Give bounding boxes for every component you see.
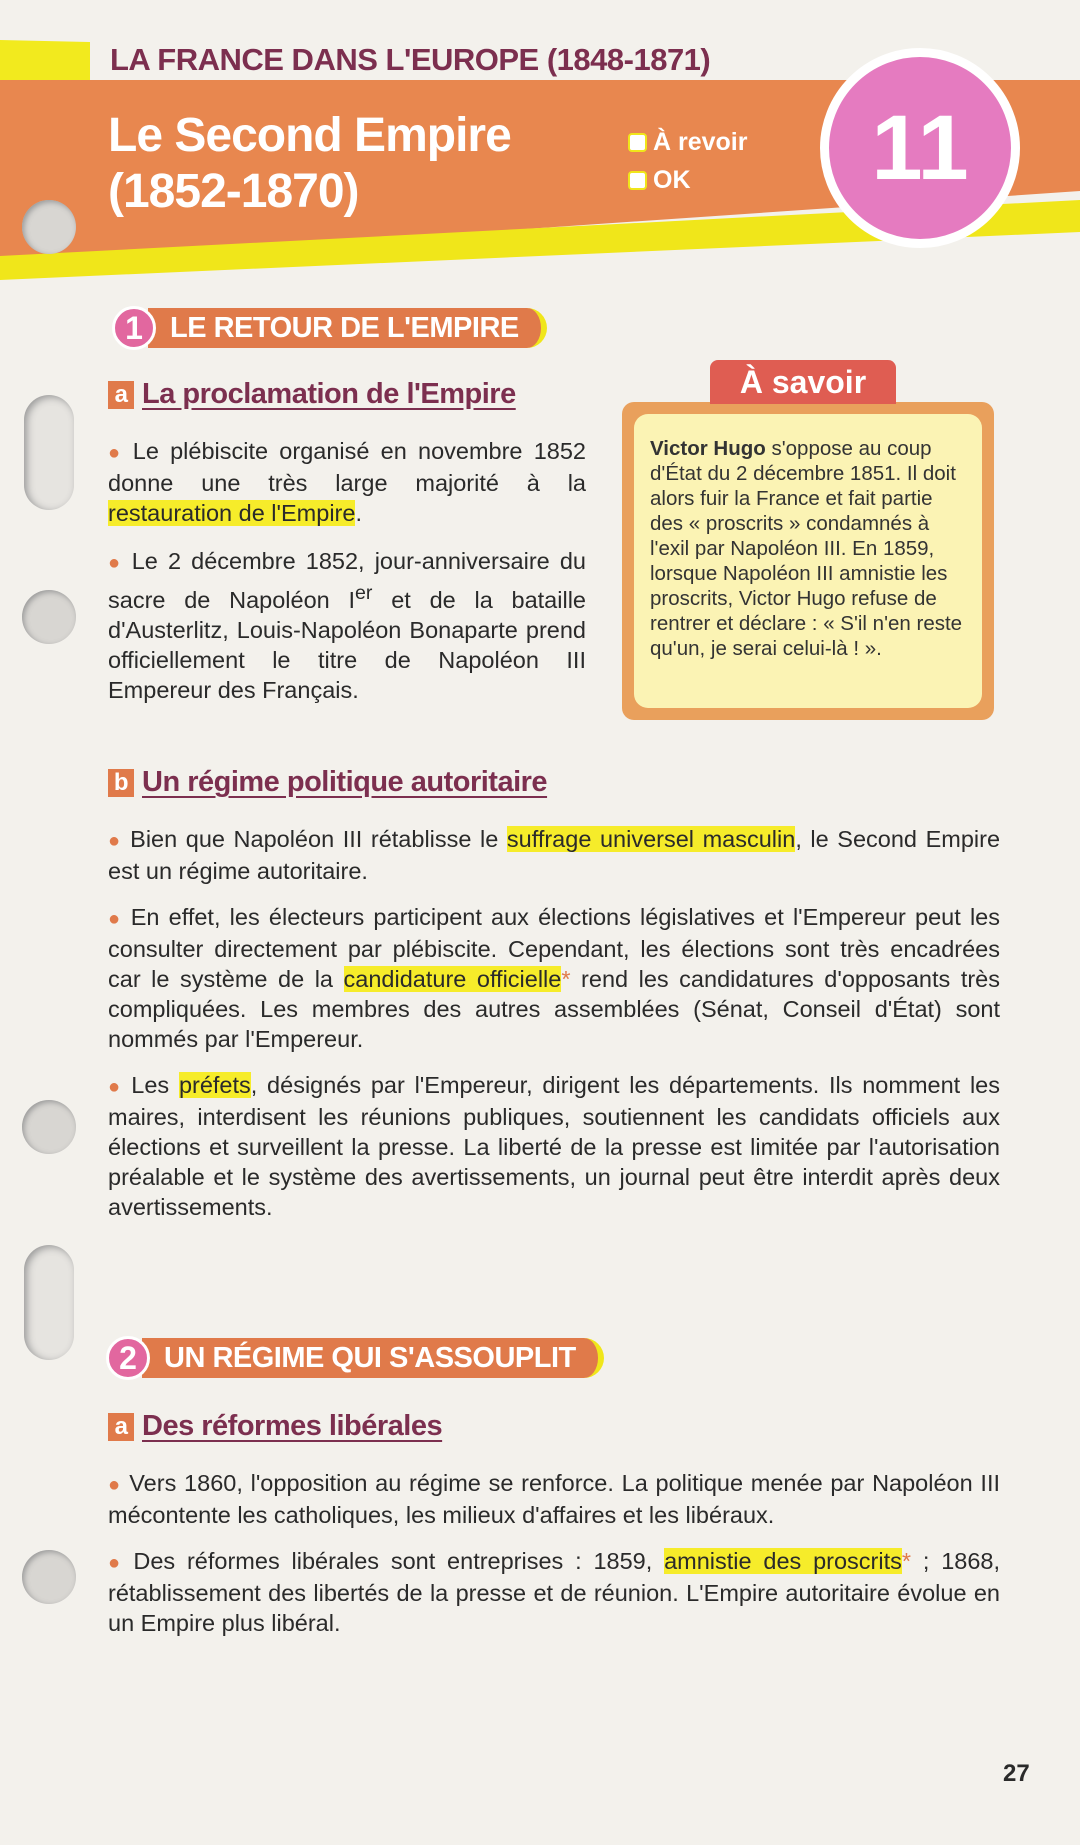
highlighted-term: suffrage universel masculin <box>506 826 796 852</box>
text: et de la bataille d'Austerlitz, Louis-Napoléon Bonaparte prend officiellement le titre de Napoléon III Empereur des Français. <box>108 586 586 703</box>
subsection-1b-body <box>108 824 1000 1222</box>
section-number: 1 <box>112 306 156 350</box>
punch-hole-icon <box>24 395 74 510</box>
highlighted-term: amnistie des proscrits <box>664 1548 902 1574</box>
checkbox-revoir[interactable] <box>628 128 747 157</box>
chapter-number-badge: 11 <box>820 48 1020 248</box>
checkbox-label: À revoir <box>653 128 748 156</box>
bullet-icon: ● <box>108 442 125 464</box>
bullet-icon: ● <box>108 830 123 852</box>
subsection-letter: a <box>108 1413 134 1441</box>
page-title <box>108 108 511 220</box>
punch-hole-icon <box>22 200 76 254</box>
subsection-1a-heading <box>108 378 516 411</box>
checkbox-square-icon <box>628 171 647 190</box>
punch-hole-icon <box>22 1550 76 1604</box>
title-line-2: (1852-1870) <box>108 165 359 218</box>
text: ; 1868, rétablissement des libertés de la presse et de réunion. L'Empire autoritaire évolue en un Empire plus libéral. <box>108 1548 1001 1636</box>
paragraph <box>108 1468 1000 1530</box>
savoir-bold: Victor Hugo <box>650 437 766 460</box>
subsection-1a-body <box>108 436 586 705</box>
text: Les <box>131 1072 179 1098</box>
text: , désignés par l'Empereur, dirigent les départements. Ils nomment les maires, interdisent les réunions publiques, soutiennent les candidats officiels aux élections et surveillent la presse. La liberté de la presse est limitée par l'autorisation préalable et le système des avertissements, un journal peut être interdit après deux avertissements. <box>108 1072 1000 1220</box>
paragraph <box>108 1070 1000 1222</box>
chapter-kicker: LA FRANCE DANS L'EUROPE (1848-1871) <box>110 42 711 77</box>
checkbox-ok[interactable] <box>628 166 691 195</box>
section-number: 2 <box>106 1336 150 1380</box>
title-line-1: Le Second Empire <box>108 109 511 162</box>
bullet-icon: ● <box>108 1552 126 1574</box>
highlighted-term: préfets <box>178 1072 251 1098</box>
subsection-title: Un régime politique autoritaire <box>142 766 548 798</box>
punch-hole-icon <box>22 1100 76 1154</box>
bullet-icon: ● <box>108 1076 124 1098</box>
punch-hole-icon <box>22 590 76 644</box>
paragraph <box>108 824 1000 886</box>
paragraph <box>108 902 1000 1054</box>
bullet-icon: ● <box>108 908 123 930</box>
subsection-title: La proclamation de l'Empire <box>142 378 516 410</box>
page-number: 27 <box>1003 1760 1030 1787</box>
text: Vers 1860, l'opposition au régime se renforce. La politique menée par Napoléon III mécontente les catholiques, les milieux d'affaires et les libéraux. <box>108 1470 1000 1528</box>
bullet-icon: ● <box>108 552 124 574</box>
subsection-2a-body <box>108 1468 1000 1638</box>
a-savoir-box <box>622 402 994 720</box>
text: Des réformes libérales sont entreprises : 1859, <box>133 1548 665 1574</box>
section-title: LE RETOUR DE L'EMPIRE <box>148 308 547 348</box>
section-title: UN RÉGIME QUI S'ASSOUPLIT <box>142 1338 604 1378</box>
savoir-text: s'oppose au coup d'État du 2 décembre 1851. Il doit alors fuir la France et fait partie des « proscrits » condamnés à l'exil par Napoléon III. En 1859, lorsque Napoléon III amnistie les proscrits, Victor Hugo refuse de rentrer et déclare : « S'il n'en reste qu'un, je serai celui-là ! ». <box>650 437 963 660</box>
paragraph <box>108 436 586 528</box>
subsection-letter: a <box>108 381 134 409</box>
highlighted-term: candidature officielle <box>343 966 562 992</box>
superscript: er <box>355 582 373 604</box>
paragraph <box>108 546 586 705</box>
text: En effet, les électeurs participent aux élections législatives et l'Empereur peut les consulter directement par plébiscite. Cependant, les élections sont très encadrées car le système de la <box>108 904 1000 992</box>
glossary-star: * <box>901 1548 912 1574</box>
subsection-title: Des réformes libérales <box>142 1410 443 1442</box>
a-savoir-tag: À savoir <box>710 360 896 404</box>
checkbox-square-icon <box>628 133 647 152</box>
text: Le 2 décembre 1852, jour-anniversaire du sacre de Napoléon I <box>108 548 586 613</box>
section-2-heading <box>106 1336 604 1380</box>
paragraph <box>108 1546 1000 1638</box>
bullet-icon: ● <box>108 1474 122 1496</box>
text: Bien que Napoléon III rétablisse le <box>130 826 507 852</box>
subsection-1b-heading <box>108 766 547 799</box>
text: rend les candidatures d'opposants très compliquées. Les membres des autres assemblées (Sénat, Conseil d'État) sont nommés par l'Empereur. <box>108 966 1000 1052</box>
subsection-letter: b <box>108 769 134 797</box>
section-1-heading <box>112 306 547 350</box>
text: Le plébiscite organisé en novembre 1852 donne une très large majorité à la <box>108 438 586 496</box>
text: , le Second Empire est un régime autoritaire. <box>108 826 1001 884</box>
text: . <box>355 500 362 526</box>
glossary-star: * <box>561 966 571 992</box>
punch-hole-icon <box>24 1245 74 1360</box>
subsection-2a-heading <box>108 1410 442 1443</box>
highlighted-term: restauration de l'Empire <box>108 500 356 526</box>
checkbox-label: OK <box>653 166 691 194</box>
